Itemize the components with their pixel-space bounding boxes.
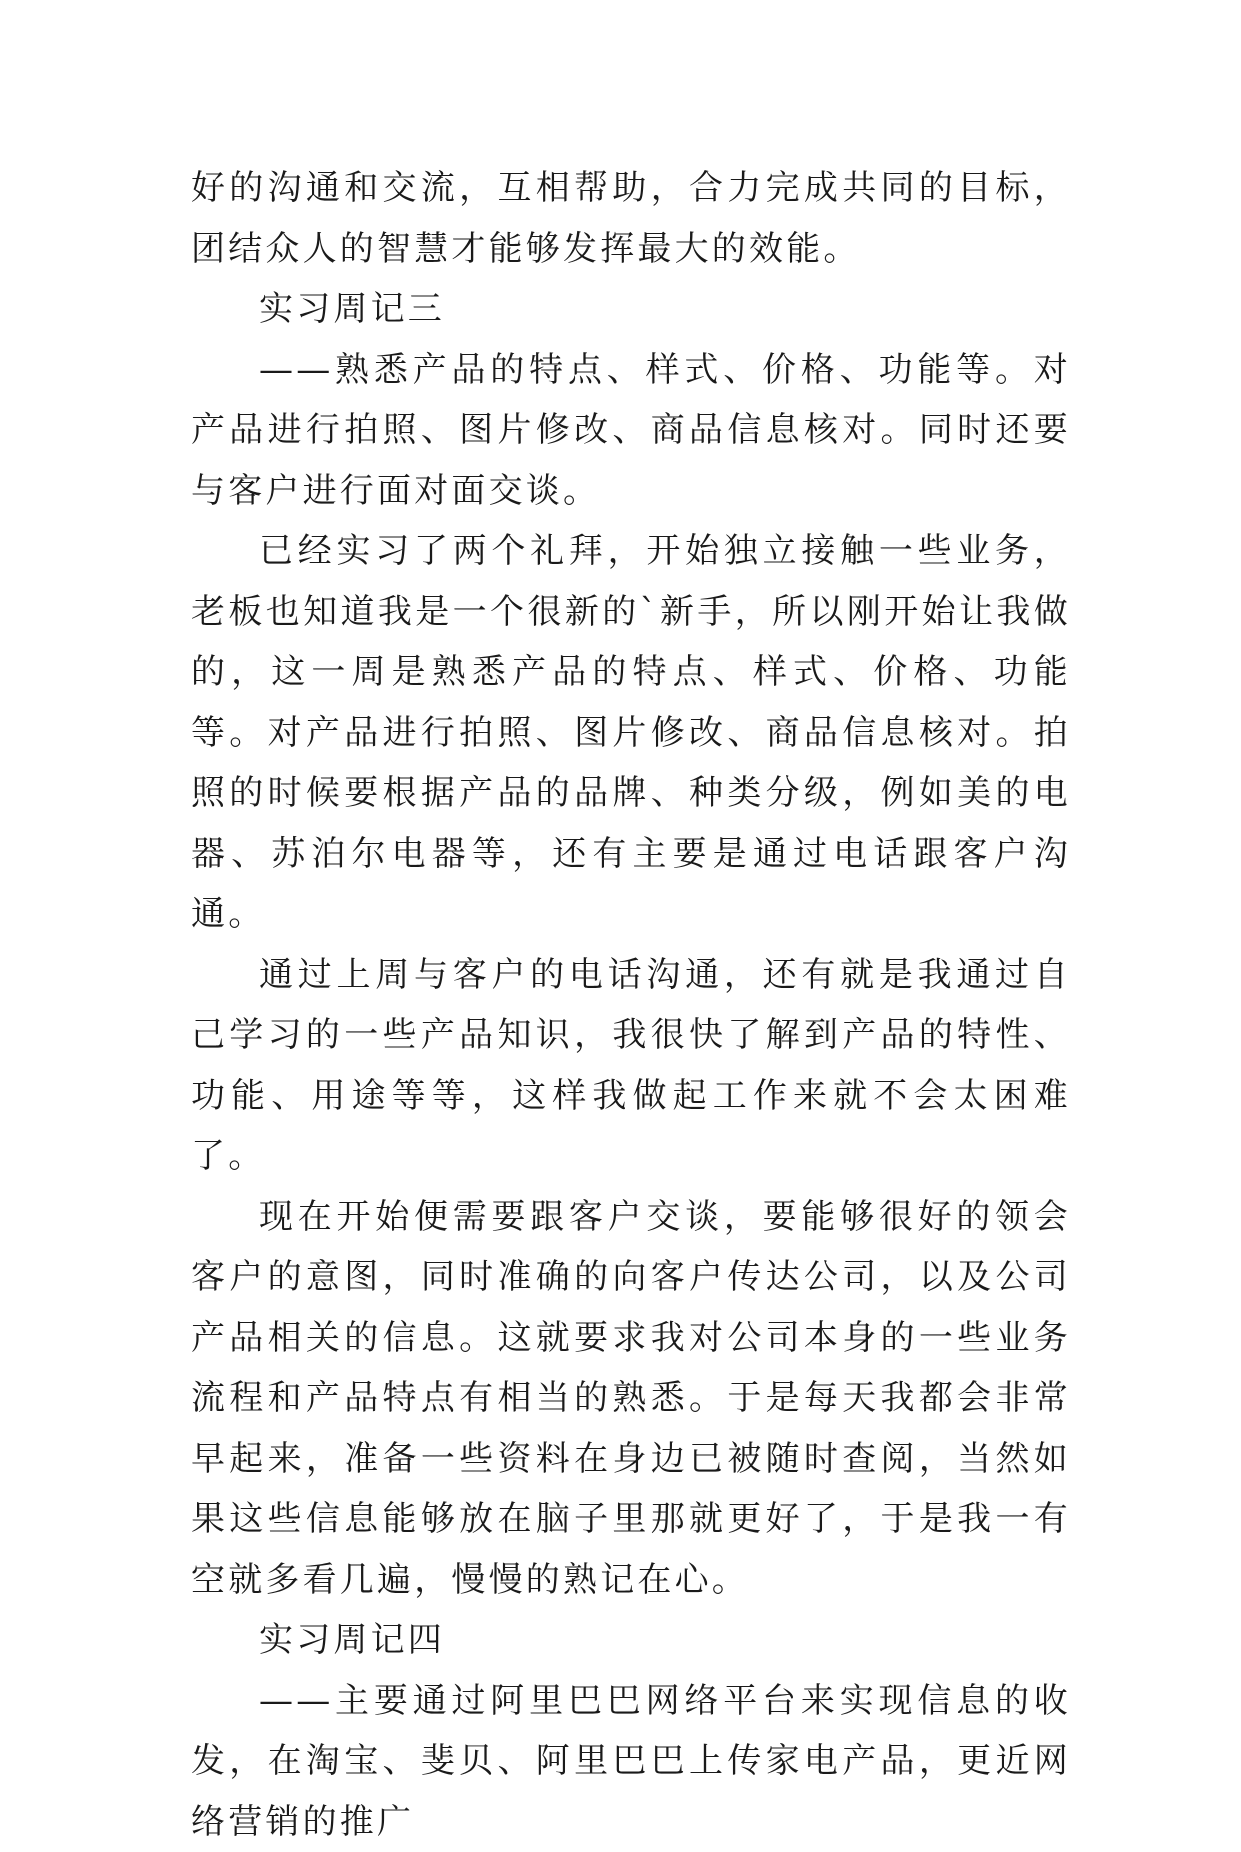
paragraph-week-3-body-3: 现在开始便需要跟客户交谈，要能够很好的领会客户的意图，同时准确的向客户传达公司，以及公司产品相关的信息。这就要求我对公司本身的一些业务流程和产品特点有相当的熟悉。于是每天我都会非常早起来，准备一些资料在身边已被随时查阅，当然如果这些信息能够放在脑子里那就更好了，于是我一有空就多看几遍，慢慢的熟记在心。 — [191, 1187, 1071, 1611]
paragraph-week-3-body-2: 通过上周与客户的电话沟通，还有就是我通过自己学习的一些产品知识，我很快了解到产品的特性、功能、用途等等，这样我做起工作来就不会太困难了。 — [191, 945, 1071, 1187]
paragraph-week-3-summary: ——熟悉产品的特点、样式、价格、功能等。对产品进行拍照、图片修改、商品信息核对。同时还要与客户进行面对面交谈。 — [191, 340, 1071, 522]
paragraph-week-3-body-1: 已经实习了两个礼拜，开始独立接触一些业务，老板也知道我是一个很新的`新手，所以刚开始让我做的，这一周是熟悉产品的特点、样式、价格、功能等。对产品进行拍照、图片修改、商品信息核对。拍照的时候要根据产品的品牌、种类分级，例如美的电器、苏泊尔电器等，还有主要是通过电话跟客户沟通。 — [191, 521, 1071, 945]
paragraph-continuation: 好的沟通和交流，互相帮助，合力完成共同的目标，团结众人的智慧才能够发挥最大的效能。 — [191, 158, 1071, 279]
section-heading-week-4: 实习周记四 — [191, 1610, 1071, 1671]
paragraph-week-4-summary: ——主要通过阿里巴巴网络平台来实现信息的收发，在淘宝、斐贝、阿里巴巴上传家电产品，更近网络营销的推广 — [191, 1671, 1071, 1852]
section-heading-week-3: 实习周记三 — [191, 279, 1071, 340]
document-body — [191, 158, 1071, 1852]
